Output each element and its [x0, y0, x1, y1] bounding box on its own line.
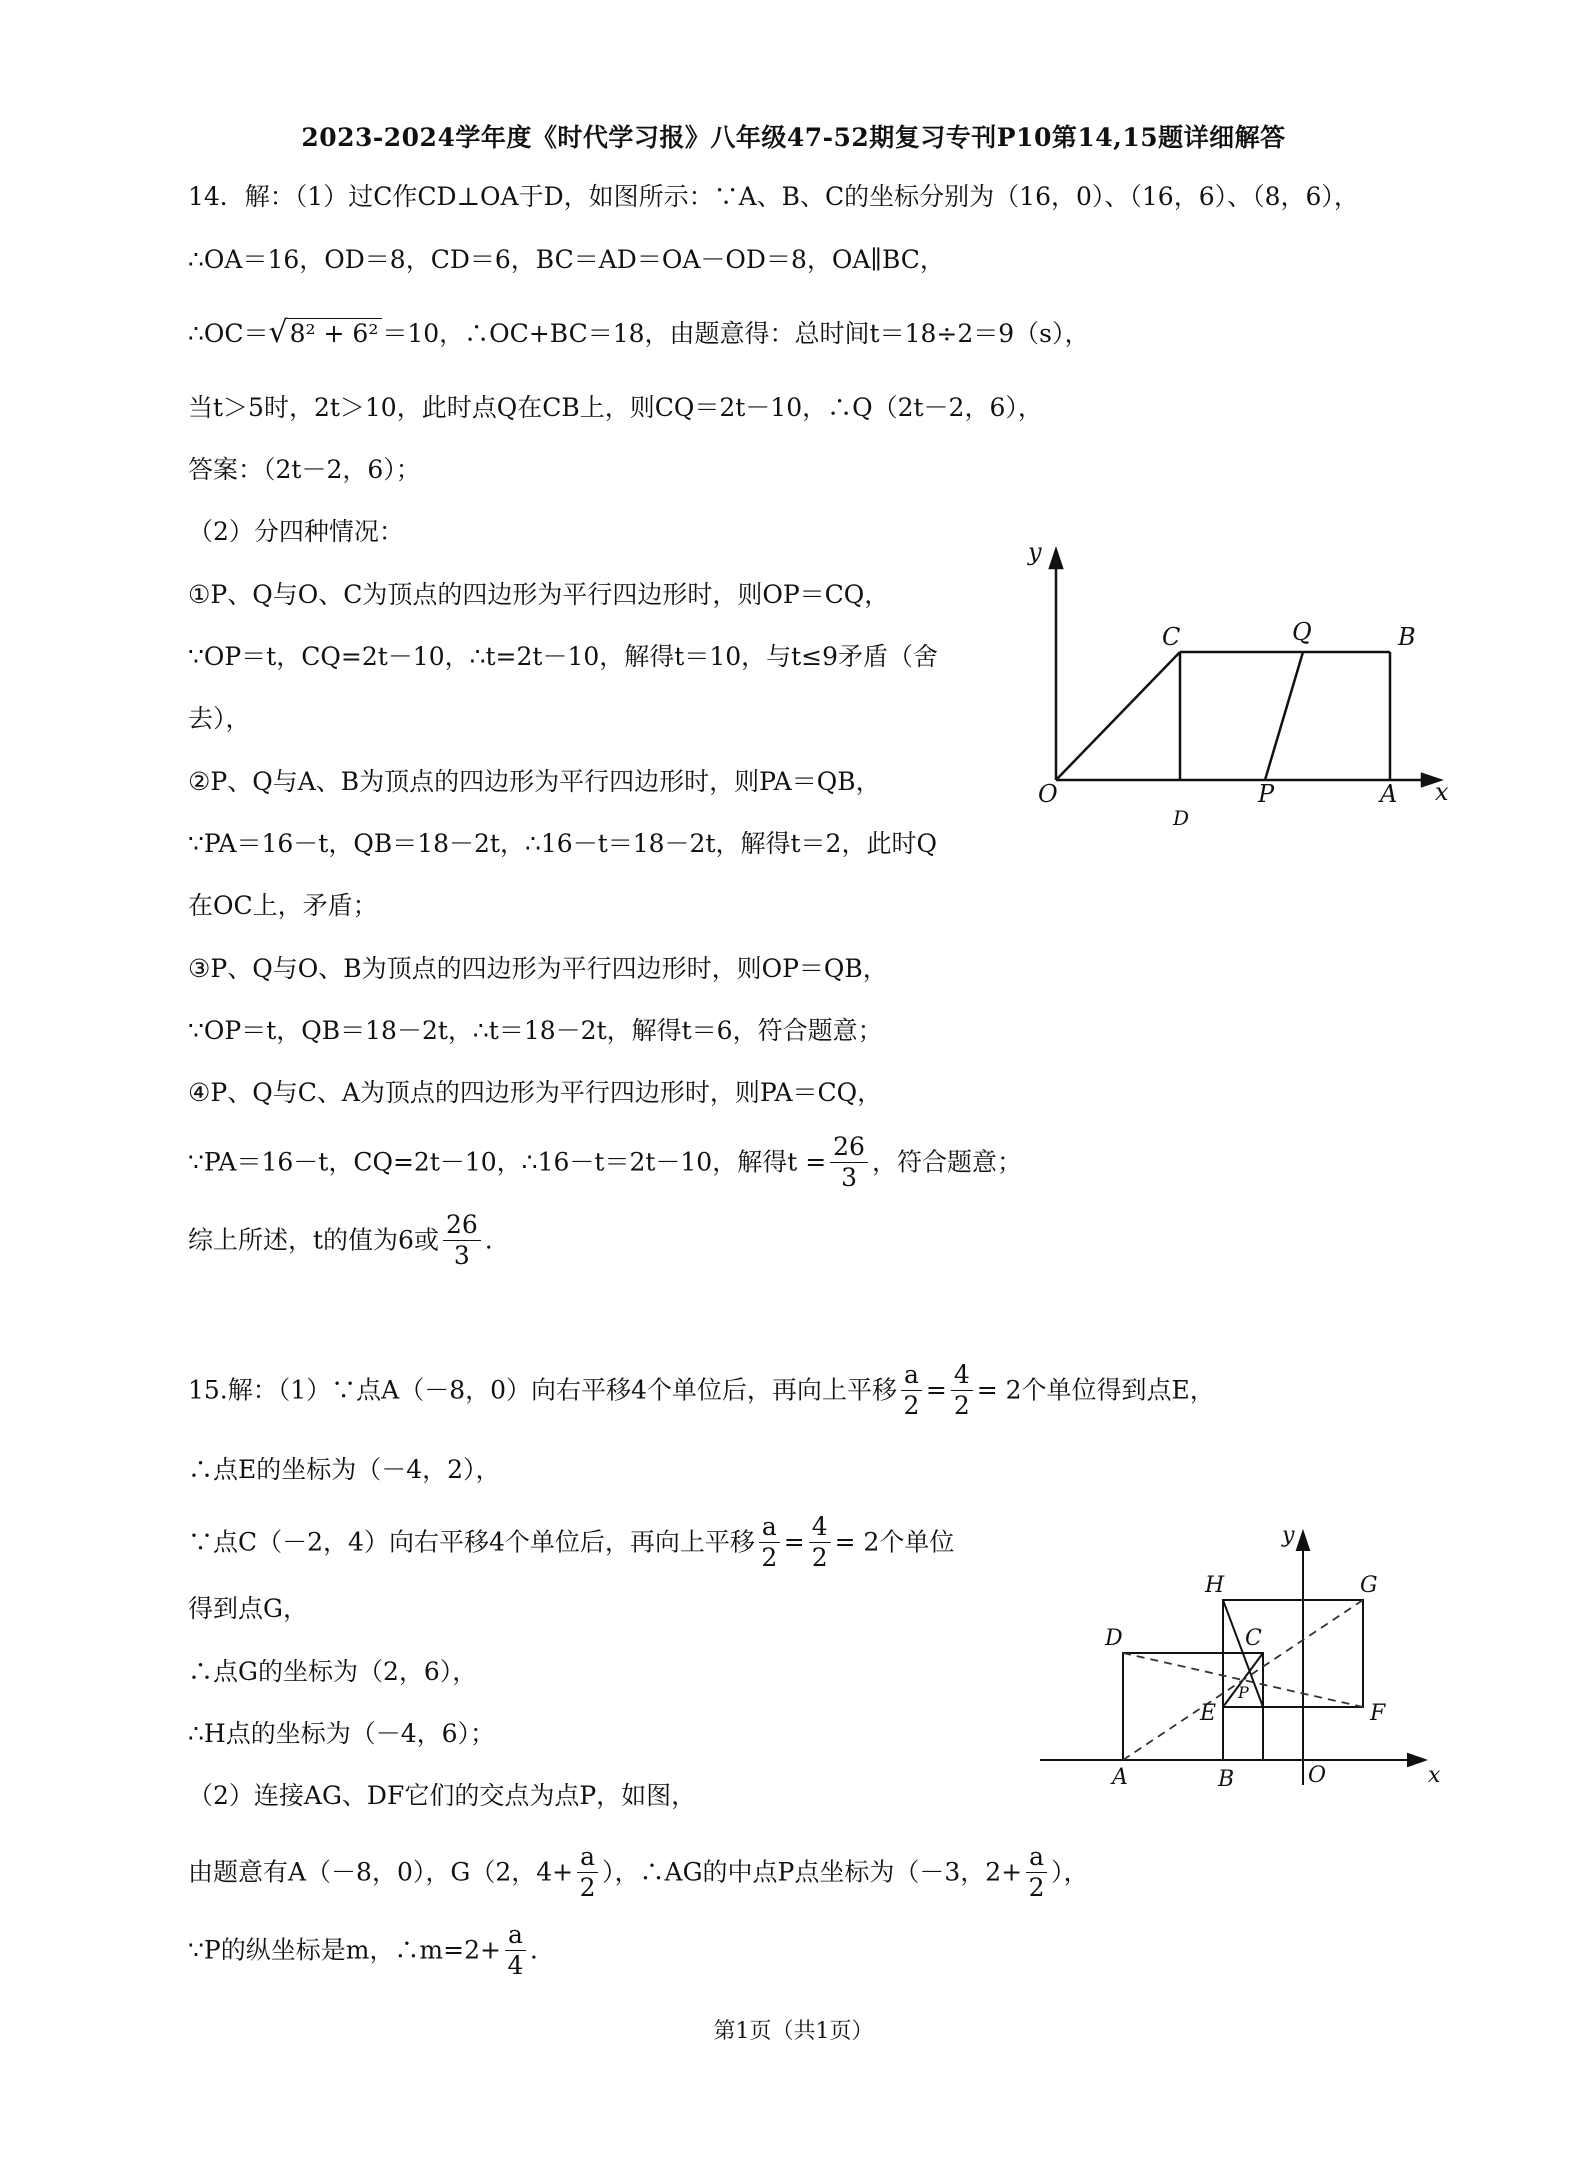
q14-line-16-b: ，符合题意；: [871, 1147, 1022, 1177]
label-B: B: [1398, 623, 1416, 651]
segment-OC: [1056, 652, 1180, 780]
q14-line-17: [188, 1210, 493, 1271]
label-D: D: [1105, 1626, 1123, 1651]
label-D: D: [1173, 806, 1190, 830]
q15-fraction-a-2: [901, 1360, 922, 1421]
q14-fraction-26-3: [830, 1132, 868, 1193]
q14-line-5: 答案：（2t－2，6）；: [188, 455, 421, 484]
q15-line-5: ∴点G的坐标为（2，6），: [188, 1657, 478, 1686]
label-E: E: [1200, 1701, 1217, 1726]
segment-QP: [1265, 652, 1303, 780]
q14-line-8: ∵OP＝t，CQ=2t－10，∴t=2t－10，解得t＝10，与t≤9矛盾（舍: [188, 642, 939, 671]
frac-num: a: [577, 1842, 598, 1873]
q14-line-14: ∵OP＝t，QB＝18－2t，∴t＝18－2t，解得t＝6，符合题意；: [188, 1016, 883, 1045]
q15-eq: =: [925, 1375, 947, 1405]
q15-line-4: 得到点G，: [188, 1594, 308, 1623]
frac-num: 26: [830, 1132, 868, 1163]
q15-line-8-b: ），∴AG的中点P点坐标为（－3，2+: [602, 1857, 1023, 1887]
q15-fraction-4-2: [951, 1360, 973, 1421]
label-Q: Q: [1292, 618, 1312, 646]
q14-line-3: ∴OC＝√8² + 6² ＝10，∴OC+BC＝18，由题意得：总时间t＝18÷2＝9（s），: [188, 315, 1090, 350]
q15-line-1: [188, 1360, 1215, 1421]
q15-line-1-b: = 2个单位得到点E，: [976, 1375, 1215, 1405]
frac-den: 3: [453, 1241, 470, 1270]
figure-q15: [1040, 1520, 1440, 1800]
q15-fraction-a-2-c: [577, 1842, 598, 1903]
frac-num: 4: [951, 1360, 973, 1391]
label-O: O: [1308, 1763, 1327, 1788]
label-y: y: [1028, 540, 1042, 566]
q15-line-3-b: = 2个单位: [834, 1527, 955, 1557]
q14-line-17-a: 综上所述，t的值为6或: [188, 1225, 439, 1255]
frac-den: 2: [579, 1873, 596, 1902]
q14-fraction-26-3-b: [443, 1210, 481, 1271]
label-O: O: [1038, 780, 1058, 808]
q15-line-9-b: .: [529, 1935, 538, 1965]
label-C: C: [1162, 623, 1181, 651]
label-F: F: [1370, 1701, 1386, 1726]
q15-fraction-a-2-b: [759, 1512, 780, 1573]
q15-line-3: [188, 1512, 954, 1573]
frac-den: 2: [811, 1543, 828, 1572]
label-A: A: [1380, 780, 1398, 808]
frac-den: 3: [841, 1163, 858, 1192]
y-axis-arrow: [1297, 1532, 1309, 1550]
q15-line-2: ∴点E的坐标为（－4，2），: [188, 1455, 501, 1484]
q15-line-7: （2）连接AG、DF它们的交点为点P，如图，: [188, 1781, 697, 1810]
figure-q14: [1010, 540, 1450, 850]
q14-line-3-b: ＝10，∴OC+BC＝18，由题意得：总时间t＝18÷2＝9（s），: [382, 319, 1090, 348]
q14-line-6: （2）分四种情况：: [188, 517, 404, 546]
label-y: y: [1282, 1523, 1295, 1548]
q15-line-8-c: ），: [1051, 1857, 1089, 1887]
label-x: x: [1428, 1763, 1440, 1788]
q14-line-13: ③P、Q与O、B为顶点的四边形为平行四边形时，则OP＝QB，: [188, 954, 888, 983]
q15-fraction-4-2-b: [809, 1512, 831, 1573]
q15-line-3-a: ∵点C（－2，4）向右平移4个单位后，再向上平移: [188, 1527, 755, 1557]
q15-line-1-a: 15.解：（1）∵点A（－8，0）向右平移4个单位后，再向上平移: [188, 1375, 897, 1405]
q14-line-10: ②P、Q与A、B为顶点的四边形为平行四边形时，则PA＝QB，: [188, 767, 881, 796]
label-B: B: [1218, 1767, 1235, 1792]
page-title: 2023-2024学年度《时代学习报》八年级47-52期复习专刊P10第14,15题详细解答: [301, 123, 1286, 152]
frac-den: 2: [761, 1543, 778, 1572]
q15-fraction-a-4: [505, 1920, 526, 1981]
q15-eq-b: =: [783, 1527, 805, 1557]
label-x: x: [1435, 778, 1449, 806]
q14-line-1: 14．解：（1）过C作CD⊥OA于D，如图所示：∵A、B、C的坐标分别为（16，0）、（16，6）、（8，6），: [188, 182, 1359, 211]
q14-line-12: 在OC上，矛盾；: [188, 891, 378, 920]
y-axis-arrow: [1050, 550, 1062, 568]
page-footer: 第1页（共1页）: [713, 2019, 874, 2044]
q14-line-4: 当t＞5时，2t＞10，此时点Q在CB上，则CQ＝2t－10，∴Q（2t－2，6），: [188, 393, 1043, 422]
label-A: A: [1112, 1765, 1128, 1790]
q14-line-9: 去），: [188, 704, 251, 733]
q14-line-2: ∴OA＝16，OD＝8，CD＝6，BC＝AD＝OA－OD＝8，OA∥BC，: [188, 245, 945, 274]
label-P: P: [1258, 780, 1275, 808]
frac-num: a: [1026, 1842, 1047, 1873]
q14-line-15: ④P、Q与C、A为顶点的四边形为平行四边形时，则PA＝CQ，: [188, 1078, 883, 1107]
frac-num: a: [759, 1512, 780, 1543]
dashed-AG: [1123, 1600, 1363, 1760]
q15-line-9-a: ∵P的纵坐标是m，∴m=2+: [188, 1935, 501, 1965]
q14-line-11: ∵PA＝16－t，QB＝18－2t，∴16－t＝18－2t，解得t＝2，此时Q: [188, 829, 937, 858]
q14-line-16-a: ∵PA＝16－t，CQ=2t－10，∴16－t＝2t－10，解得t =: [188, 1147, 827, 1177]
frac-num: 26: [443, 1210, 481, 1241]
q14-line-16: [188, 1132, 1022, 1193]
q15-fraction-a-2-d: [1026, 1842, 1047, 1903]
label-C: C: [1245, 1626, 1262, 1651]
q14-line-17-b: .: [484, 1225, 493, 1255]
frac-den: 2: [903, 1391, 920, 1420]
q14-line-3-a: ∴OC＝: [188, 319, 269, 348]
q14-sqrt: 8² + 6²: [286, 318, 383, 349]
q15-line-9: [188, 1920, 538, 1981]
q15-line-8-a: 由题意有A（－8，0），G（2，4+: [188, 1857, 574, 1887]
frac-den: 2: [953, 1391, 970, 1420]
q15-line-6: ∴H点的坐标为（－4，6）；: [188, 1719, 496, 1748]
q14-line-7: ①P、Q与O、C为顶点的四边形为平行四边形时，则OP＝CQ，: [188, 580, 890, 609]
label-P: P: [1238, 1683, 1249, 1702]
q15-line-8: [188, 1842, 1089, 1903]
x-axis-arrow: [1408, 1754, 1425, 1766]
label-H: H: [1205, 1573, 1225, 1598]
frac-num: a: [505, 1920, 526, 1951]
frac-den: 2: [1028, 1873, 1045, 1902]
frac-num: a: [901, 1360, 922, 1391]
frac-num: 4: [809, 1512, 831, 1543]
frac-den: 4: [507, 1951, 524, 1980]
label-G: G: [1360, 1573, 1378, 1598]
